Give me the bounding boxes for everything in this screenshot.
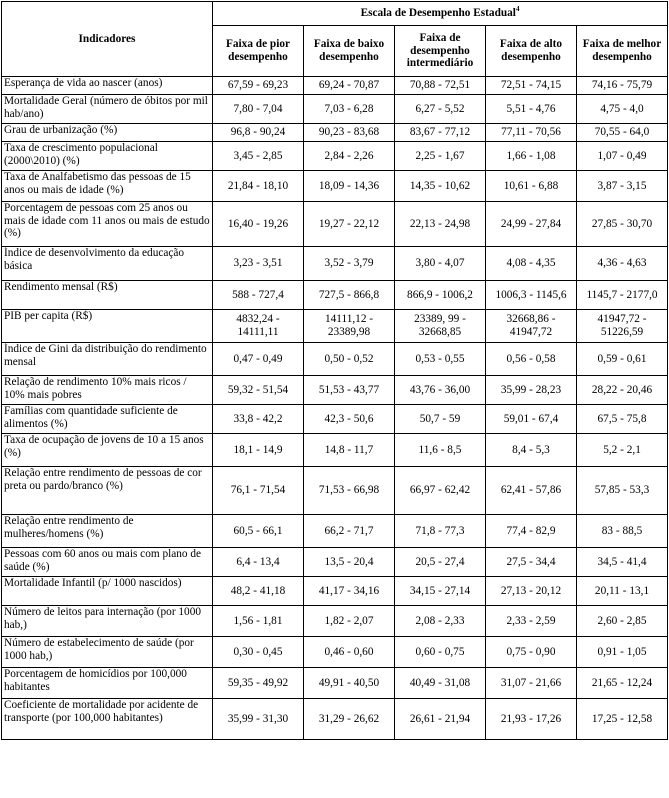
indicator-cell: Coeficiente de mortalidade por acidente de transporte (por 100,000 habitantes)	[2, 699, 213, 740]
range-cell: 34,15 - 27,14	[395, 577, 486, 606]
range-cell: 33,8 - 42,2	[213, 405, 304, 434]
range-cell: 35,99 - 31,30	[213, 699, 304, 740]
indicator-cell: Rendimento mensal (R$)	[2, 281, 213, 310]
range-cell: 67,5 - 75,8	[577, 405, 668, 434]
range-cell: 23389, 99 - 32668,85	[395, 310, 486, 343]
table-row	[2, 467, 668, 515]
table-row	[2, 668, 668, 699]
table-row	[2, 247, 668, 281]
range-cell: 35,99 - 28,23	[486, 376, 577, 405]
range-cell: 28,22 - 20,46	[577, 376, 668, 405]
indicator-cell: Grau de urbanização (%)	[2, 124, 213, 142]
table-row	[2, 343, 668, 376]
range-cell: 1,82 - 2,07	[304, 606, 395, 637]
range-cell: 10,61 - 6,88	[486, 171, 577, 202]
range-cell: 0,50 - 0,52	[304, 343, 395, 376]
scale-header	[213, 2, 668, 26]
range-cell: 7,80 - 7,04	[213, 95, 304, 124]
range-cell: 76,1 - 71,54	[213, 467, 304, 515]
range-cell: 21,65 - 12,24	[577, 668, 668, 699]
range-cell: 51,53 - 43,77	[304, 376, 395, 405]
range-cell: 0,46 - 0,60	[304, 637, 395, 668]
range-cell: 0,75 - 0,90	[486, 637, 577, 668]
band-header: Faixa de pior desempenho	[213, 26, 304, 77]
band-header: Faixa de melhor desempenho	[577, 26, 668, 77]
range-cell: 34,5 - 41,4	[577, 548, 668, 577]
indicator-cell: Pessoas com 60 anos ou mais com plano de saúde (%)	[2, 548, 213, 577]
range-cell: 14111,12 - 23389,98	[304, 310, 395, 343]
table-row	[2, 606, 668, 637]
range-cell: 96,8 - 90,24	[213, 124, 304, 142]
range-cell: 6,27 - 5,52	[395, 95, 486, 124]
range-cell: 1145,7 - 2177,0	[577, 281, 668, 310]
table-row	[2, 376, 668, 405]
range-cell: 2,60 - 2,85	[577, 606, 668, 637]
table-row	[2, 548, 668, 577]
range-cell: 5,51 - 4,76	[486, 95, 577, 124]
range-cell: 77,11 - 70,56	[486, 124, 577, 142]
table-row	[2, 124, 668, 142]
range-cell: 60,5 - 66,1	[213, 515, 304, 548]
range-cell: 59,32 - 51,54	[213, 376, 304, 405]
table-row	[2, 310, 668, 343]
table-row	[2, 434, 668, 467]
range-cell: 67,59 - 69,23	[213, 77, 304, 95]
range-cell: 14,35 - 10,62	[395, 171, 486, 202]
table-row	[2, 77, 668, 95]
performance-scale-table	[1, 1, 668, 740]
range-cell: 26,61 - 21,94	[395, 699, 486, 740]
range-cell: 66,97 - 62,42	[395, 467, 486, 515]
range-cell: 20,5 - 27,4	[395, 548, 486, 577]
indicator-cell: PIB per capita (R$)	[2, 310, 213, 343]
range-cell: 4832,24 - 14111,11	[213, 310, 304, 343]
range-cell: 13,5 - 20,4	[304, 548, 395, 577]
indicator-cell: Relação entre rendimento de mulheres/homens (%)	[2, 515, 213, 548]
range-cell: 14,8 - 11,7	[304, 434, 395, 467]
range-cell: 41,17 - 34,16	[304, 577, 395, 606]
indicator-cell: Porcentagem de pessoas com 25 anos ou mais de idade com 11 anos ou mais de estudo (%)	[2, 202, 213, 247]
indicator-cell: Famílias com quantidade suficiente de alimentos (%)	[2, 405, 213, 434]
range-cell: 4,36 - 4,63	[577, 247, 668, 281]
range-cell: 0,47 - 0,49	[213, 343, 304, 376]
table-row	[2, 405, 668, 434]
range-cell: 0,30 - 0,45	[213, 637, 304, 668]
range-cell: 2,25 - 1,67	[395, 142, 486, 171]
range-cell: 1,56 - 1,81	[213, 606, 304, 637]
range-cell: 48,2 - 41,18	[213, 577, 304, 606]
scale-footnote: 4	[515, 5, 520, 14]
table-body	[2, 77, 668, 740]
range-cell: 72,51 - 74,15	[486, 77, 577, 95]
range-cell: 40,49 - 31,08	[395, 668, 486, 699]
indicator-cell: Número de leitos para internação (por 1000 hab,)	[2, 606, 213, 637]
range-cell: 69,24 - 70,87	[304, 77, 395, 95]
band-header: Faixa de alto desempenho	[486, 26, 577, 77]
range-cell: 42,3 - 50,6	[304, 405, 395, 434]
table-row	[2, 637, 668, 668]
indicator-cell: Relação entre rendimento de pessoas de cor preta ou pardo/branco (%)	[2, 467, 213, 515]
range-cell: 70,55 - 64,0	[577, 124, 668, 142]
range-cell: 50,7 - 59	[395, 405, 486, 434]
range-cell: 1006,3 - 1145,6	[486, 281, 577, 310]
range-cell: 21,93 - 17,26	[486, 699, 577, 740]
range-cell: 0,91 - 1,05	[577, 637, 668, 668]
range-cell: 90,23 - 83,68	[304, 124, 395, 142]
range-cell: 31,29 - 26,62	[304, 699, 395, 740]
range-cell: 727,5 - 866,8	[304, 281, 395, 310]
table-row	[2, 95, 668, 124]
range-cell: 17,25 - 12,58	[577, 699, 668, 740]
range-cell: 18,09 - 14,36	[304, 171, 395, 202]
indicator-cell: Número de estabelecimento de saúde (por 1000 hab,)	[2, 637, 213, 668]
range-cell: 43,76 - 36,00	[395, 376, 486, 405]
range-cell: 1,07 - 0,49	[577, 142, 668, 171]
range-cell: 27,85 - 30,70	[577, 202, 668, 247]
range-cell: 57,85 - 53,3	[577, 467, 668, 515]
range-cell: 5,2 - 2,1	[577, 434, 668, 467]
range-cell: 24,99 - 27,84	[486, 202, 577, 247]
indicator-cell: Porcentagem de homicídios por 100,000 habitantes	[2, 668, 213, 699]
range-cell: 866,9 - 1006,2	[395, 281, 486, 310]
range-cell: 0,56 - 0,58	[486, 343, 577, 376]
range-cell: 77,4 - 82,9	[486, 515, 577, 548]
range-cell: 0,59 - 0,61	[577, 343, 668, 376]
range-cell: 62,41 - 57,86	[486, 467, 577, 515]
range-cell: 16,40 - 19,26	[213, 202, 304, 247]
range-cell: 6,4 - 13,4	[213, 548, 304, 577]
indicator-cell: Índice de desenvolvimento da educação básica	[2, 247, 213, 281]
range-cell: 49,91 - 40,50	[304, 668, 395, 699]
range-cell: 83 - 88,5	[577, 515, 668, 548]
table-row	[2, 699, 668, 740]
range-cell: 2,84 - 2,26	[304, 142, 395, 171]
range-cell: 18,1 - 14,9	[213, 434, 304, 467]
range-cell: 3,45 - 2,85	[213, 142, 304, 171]
table-row	[2, 142, 668, 171]
range-cell: 8,4 - 5,3	[486, 434, 577, 467]
range-cell: 66,2 - 71,7	[304, 515, 395, 548]
range-cell: 19,27 - 22,12	[304, 202, 395, 247]
indicator-cell: Taxa de Analfabetismo das pessoas de 15 anos ou mais de idade (%)	[2, 171, 213, 202]
indicators-header: Indicadores	[2, 2, 213, 77]
range-cell: 3,87 - 3,15	[577, 171, 668, 202]
range-cell: 59,35 - 49,92	[213, 668, 304, 699]
indicator-cell: Mortalidade Infantil (p/ 1000 nascidos)	[2, 577, 213, 606]
range-cell: 3,80 - 4,07	[395, 247, 486, 281]
range-cell: 74,16 - 75,79	[577, 77, 668, 95]
range-cell: 588 - 727,4	[213, 281, 304, 310]
table-row	[2, 577, 668, 606]
range-cell: 71,53 - 66,98	[304, 467, 395, 515]
range-cell: 0,60 - 0,75	[395, 637, 486, 668]
range-cell: 71,8 - 77,3	[395, 515, 486, 548]
indicator-cell: Esperança de vida ao nascer (anos)	[2, 77, 213, 95]
table-row	[2, 281, 668, 310]
indicator-cell: Relação de rendimento 10% mais ricos / 10% mais pobres	[2, 376, 213, 405]
range-cell: 22,13 - 24,98	[395, 202, 486, 247]
table-row	[2, 171, 668, 202]
indicator-cell: Taxa de ocupação de jovens de 10 a 15 anos (%)	[2, 434, 213, 467]
table-row	[2, 515, 668, 548]
range-cell: 4,08 - 4,35	[486, 247, 577, 281]
range-cell: 11,6 - 8,5	[395, 434, 486, 467]
range-cell: 4,75 - 4,0	[577, 95, 668, 124]
table-row	[2, 202, 668, 247]
range-cell: 3,23 - 3,51	[213, 247, 304, 281]
range-cell: 59,01 - 67,4	[486, 405, 577, 434]
range-cell: 2,33 - 2,59	[486, 606, 577, 637]
range-cell: 83,67 - 77,12	[395, 124, 486, 142]
indicator-cell: Mortalidade Geral (número de óbitos por mil hab/ano)	[2, 95, 213, 124]
indicator-cell: Índice de Gini da distribuição do rendimento mensal	[2, 343, 213, 376]
range-cell: 32668,86 - 41947,72	[486, 310, 577, 343]
range-cell: 3,52 - 3,79	[304, 247, 395, 281]
range-cell: 41947,72 - 51226,59	[577, 310, 668, 343]
range-cell: 31,07 - 21,66	[486, 668, 577, 699]
range-cell: 27,13 - 20,12	[486, 577, 577, 606]
range-cell: 1,66 - 1,08	[486, 142, 577, 171]
range-cell: 70,88 - 72,51	[395, 77, 486, 95]
band-header: Faixa de desempenho intermediário	[395, 26, 486, 77]
range-cell: 0,53 - 0,55	[395, 343, 486, 376]
range-cell: 2,08 - 2,33	[395, 606, 486, 637]
range-cell: 20,11 - 13,1	[577, 577, 668, 606]
band-header: Faixa de baixo desempenho	[304, 26, 395, 77]
indicator-cell: Taxa de crescimento populacional (2000\2010) (%)	[2, 142, 213, 171]
scale-title: Escala de Desempenho Estadual	[360, 7, 516, 20]
range-cell: 27,5 - 34,4	[486, 548, 577, 577]
range-cell: 21,84 - 18,10	[213, 171, 304, 202]
range-cell: 7,03 - 6,28	[304, 95, 395, 124]
